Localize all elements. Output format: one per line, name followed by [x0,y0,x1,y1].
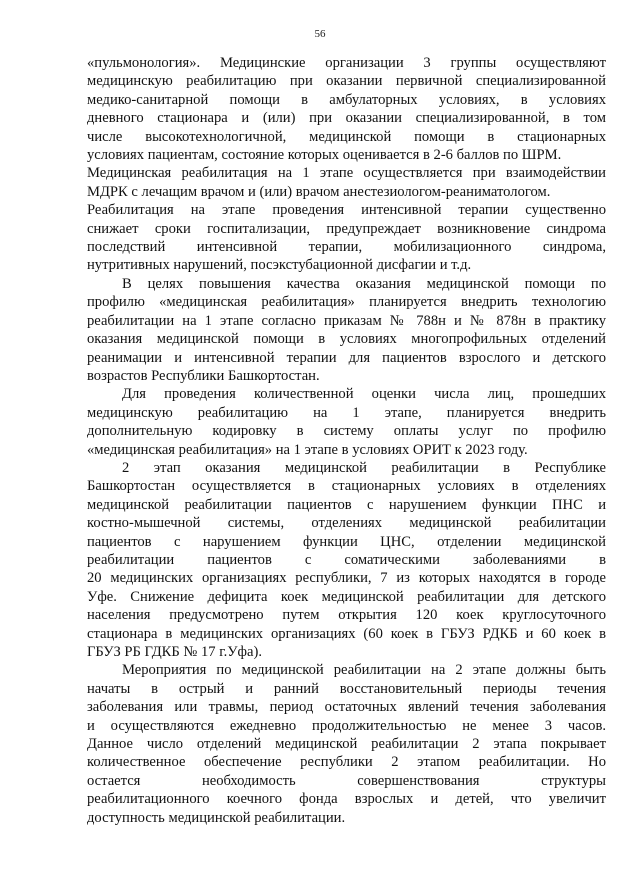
text-line: профилю «медицинская реабилитация» планируется внедрить технологию [87,294,606,311]
text-line: Мероприятия по медицинской реабилитации на 2 этапе должны быть [122,662,606,679]
text-line: снижает сроки госпитализации, предупреждает возникновение синдрома [87,220,606,237]
text-line: Для проведения количественной оценки числа лиц, прошедших [122,386,606,403]
text-line: остается необходимость совершенствования структуры [87,772,606,789]
text-line: начаты в острый и ранний восстановительный периоды течения [87,680,606,697]
page-number: 56 [314,28,326,40]
text-line: костно-мышечной системы, отделениях медицинской реабилитации [87,515,606,532]
text-line: «пульмонология». Медицинские организации 3 группы осуществляют [87,55,606,71]
text-line: заболевания или травмы, период остаточных явлений течения заболевания [87,699,606,716]
text-line: пациентов с нарушением функции ЦНС, отделении медицинской [87,533,606,550]
text-line: и осуществляются ежедневно продолжительностью не менее 3 часов. [87,717,606,734]
text-line: населения предусмотрено путем открытия 120 коек круглосуточного [87,607,606,624]
text-line: оказания медицинской помощи в условиях многопрофильных отделений [87,331,606,348]
text-line: Данное число отделений медицинской реабилитации 2 этапа покрывает [87,736,606,753]
text-line: числе высокотехнологичной, медицинской помощи в стационарных [87,128,606,145]
text-line: условиях пациентам, состояние которых оценивается в 2-6 баллов по ШРМ. [87,147,562,164]
text-line: ГБУЗ РБ ГДКБ № 17 г.Уфа). [87,644,262,660]
text-line: Уфе. Снижение дефицита коек медицинской реабилитации для детского [87,588,606,605]
text-line: доступность медицинской реабилитации. [87,809,346,826]
text-line: реабилитации на 1 этапе согласно приказам № 788н и № 878н в практику [87,312,606,329]
text-line: медицинскую реабилитацию при оказании первичной специализированной [87,73,606,90]
text-line: медицинской реабилитации пациентов с нарушением функции ПНС и [87,496,606,513]
text-line: «медицинская реабилитация» на 1 этапе в условиях ОРИТ к 2023 году. [87,441,528,458]
text-line: последствий интенсивной терапии, мобилизационного синдрома, [87,239,606,256]
text-line: медицинскую реабилитацию на 1 этапе, планируется внедрить [87,404,606,421]
text-line: стационара в медицинских организациях (60 коек в ГБУЗ РДКБ и 60 коек в [87,625,606,642]
text-line: реабилитационного коечного фонда взрослых и детей, что увеличит [87,791,606,808]
text-line: дополнительную кодировку в систему оплаты услуг по профилю [87,423,606,440]
text-line: реабилитации пациентов с соматическими заболеваниями в [87,551,606,568]
text-line: В целях повышения качества оказания медицинской помощи по [122,275,606,292]
text-line: возрастов Республики Башкортостан. [87,367,320,384]
text-line: количественное обеспечение республики 2 этапом реабилитации. Но [87,754,606,771]
body-text [87,54,606,827]
text-line: Башкортостан осуществляется в стационарных условиях в отделениях [87,478,606,495]
text-line: МДРК с лечащим врачом и (или) врачом анестезиологом-реаниматологом. [87,183,551,200]
text-line: 2 этап оказания медицинской реабилитации в Республике [122,459,606,476]
text-line: реанимации и интенсивной терапии для пациентов взрослого и детского [87,349,606,366]
text-line: нутритивных нарушений, посэкстубационной дисфагии и т.д. [87,257,472,274]
text-line: медико-санитарной помощи в амбулаторных условиях, в условиях [87,91,606,108]
text-line: Медицинская реабилитация на 1 этапе осуществляется при взаимодействии [87,165,606,182]
text-line: Реабилитация на этапе проведения интенсивной терапии существенно [87,202,606,219]
text-line: дневного стационара и (или) при оказании специализированной, в том [87,110,606,127]
text-line: 20 медицинских организациях республики, 7 из которых находятся в городе [87,570,606,587]
